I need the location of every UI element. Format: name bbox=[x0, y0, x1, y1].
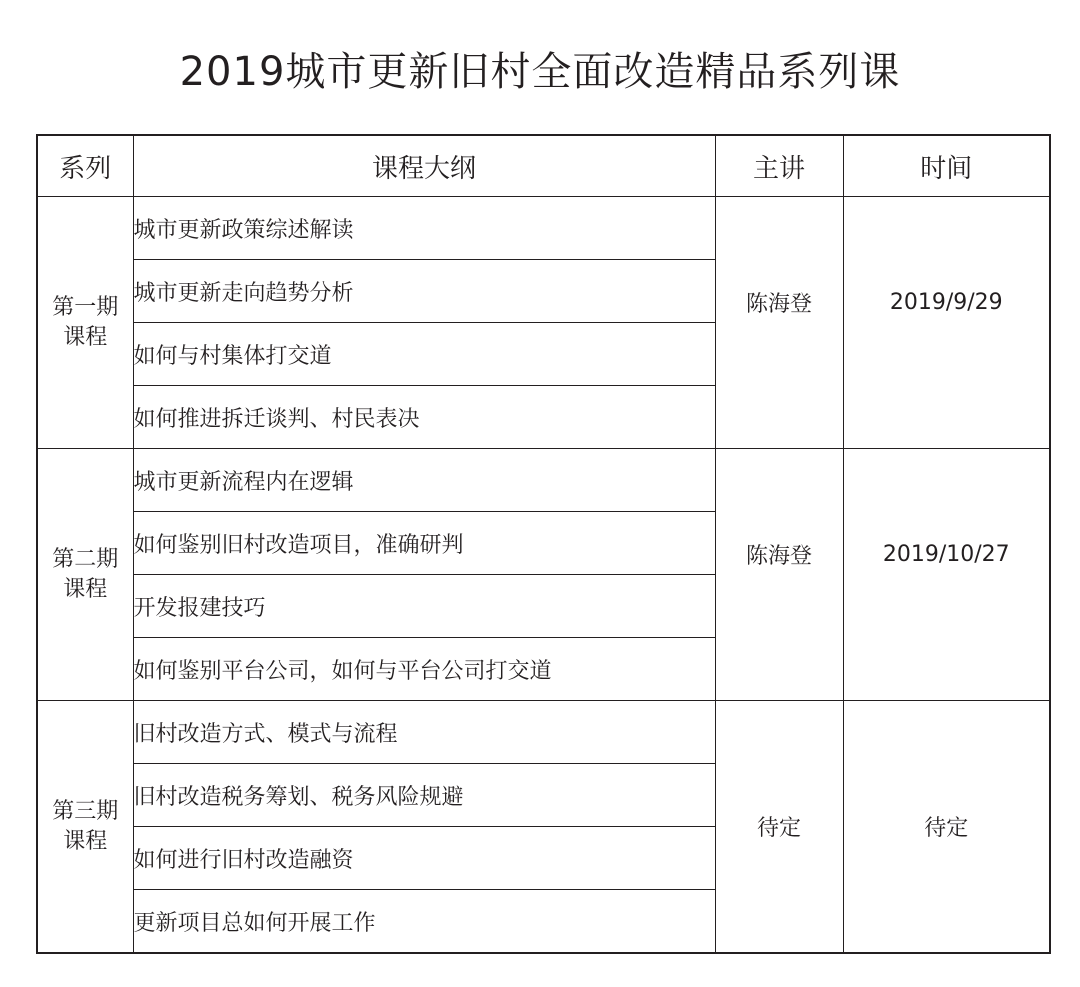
table-row bbox=[37, 701, 1050, 764]
topic-cell: 开发报建技巧 bbox=[133, 575, 715, 638]
table-row bbox=[37, 449, 1050, 512]
series-label: 第二期 bbox=[52, 546, 119, 572]
speaker-name: 待定 bbox=[756, 816, 801, 841]
topic-cell: 如何进行旧村改造融资 bbox=[133, 827, 715, 890]
header-time: 时间 bbox=[843, 135, 1050, 197]
speaker-name: 陈海登 bbox=[745, 292, 812, 317]
series-label: 第一期 bbox=[52, 294, 119, 320]
course-table bbox=[36, 134, 1051, 954]
date-cell-period-1 bbox=[843, 197, 1050, 449]
course-date: 2019/9/29 bbox=[889, 290, 1003, 315]
course-date: 待定 bbox=[924, 816, 969, 841]
topic-cell: 更新项目总如何开展工作 bbox=[133, 890, 715, 954]
series-sublabel: 课程 bbox=[63, 576, 108, 602]
series-cell-period-3 bbox=[37, 701, 133, 954]
topic-cell: 旧村改造税务筹划、税务风险规避 bbox=[133, 764, 715, 827]
speaker-cell-period-1 bbox=[715, 197, 843, 449]
topic-cell: 如何鉴别旧村改造项目，准确研判 bbox=[133, 512, 715, 575]
speaker-cell-period-3 bbox=[715, 701, 843, 954]
topic-cell: 旧村改造方式、模式与流程 bbox=[133, 701, 715, 764]
topic-cell: 如何鉴别平台公司，如何与平台公司打交道 bbox=[133, 638, 715, 701]
date-cell-period-2 bbox=[843, 449, 1050, 701]
speaker-name: 陈海登 bbox=[745, 544, 812, 569]
series-label: 第三期 bbox=[52, 798, 119, 824]
table-header-row bbox=[37, 135, 1050, 197]
series-sublabel: 课程 bbox=[63, 324, 108, 350]
series-cell-period-1 bbox=[37, 197, 133, 449]
header-speaker: 主讲 bbox=[715, 135, 843, 197]
table-row bbox=[37, 197, 1050, 260]
date-cell-period-3 bbox=[843, 701, 1050, 954]
series-cell-period-2 bbox=[37, 449, 133, 701]
topic-cell: 城市更新流程内在逻辑 bbox=[133, 449, 715, 512]
speaker-cell-period-2 bbox=[715, 449, 843, 701]
course-date: 2019/10/27 bbox=[882, 542, 1010, 567]
header-series: 系列 bbox=[37, 135, 133, 197]
topic-cell: 城市更新政策综述解读 bbox=[133, 197, 715, 260]
header-outline: 课程大纲 bbox=[133, 135, 715, 197]
page-title: 2019城市更新旧村全面改造精品系列课 bbox=[179, 49, 901, 95]
topic-cell: 城市更新走向趋势分析 bbox=[133, 260, 715, 323]
topic-cell: 如何推进拆迁谈判、村民表决 bbox=[133, 386, 715, 449]
topic-cell: 如何与村集体打交道 bbox=[133, 323, 715, 386]
series-sublabel: 课程 bbox=[63, 828, 108, 854]
